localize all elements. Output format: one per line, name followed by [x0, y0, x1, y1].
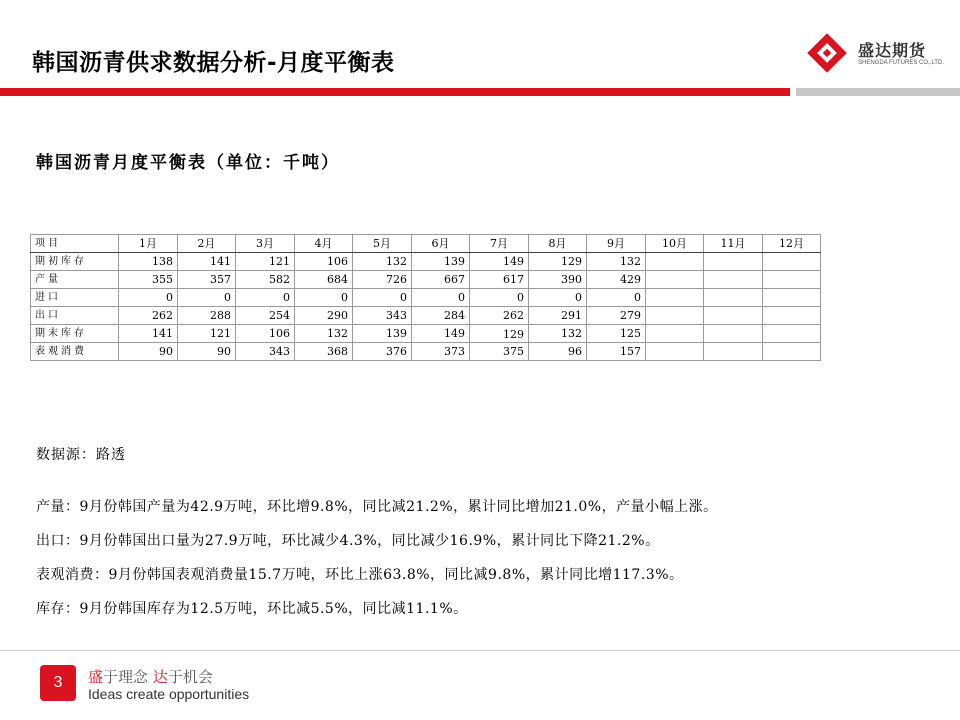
table-cell: 726	[353, 271, 412, 289]
table-header-row	[31, 235, 821, 253]
table-cell	[763, 271, 821, 289]
row-label: 表观消费	[31, 343, 119, 361]
logo-english-name: SHENGDA FUTURES CO.,LTD.	[858, 60, 944, 66]
table-cell: 139	[353, 325, 412, 343]
table-cell: 375	[470, 343, 529, 361]
table-cell: 376	[353, 343, 412, 361]
table-cell: 129	[470, 325, 529, 343]
row-label: 出口	[31, 307, 119, 325]
table-cell	[646, 307, 704, 325]
column-header: 12月	[763, 235, 821, 253]
table-cell: 343	[236, 343, 295, 361]
table-cell	[646, 271, 704, 289]
header-divider-red	[0, 88, 790, 96]
slogan-part: 达	[152, 668, 168, 686]
slogan-chinese	[88, 666, 213, 687]
table-cell: 429	[587, 271, 646, 289]
table-row	[31, 289, 821, 307]
column-header: 10月	[646, 235, 704, 253]
footer-divider	[0, 650, 960, 651]
table-row	[31, 325, 821, 343]
table-cell	[763, 343, 821, 361]
table-cell: 141	[178, 253, 236, 271]
table-cell: 284	[412, 307, 470, 325]
column-header: 5月	[353, 235, 412, 253]
table-cell	[704, 325, 763, 343]
row-label: 期末库存	[31, 325, 119, 343]
table-cell: 125	[587, 325, 646, 343]
consumption-note: 表观消费：9月份韩国表观消费量15.7万吨，环比上涨63.8%，同比减9.8%，累计同比增117.3%。	[36, 567, 684, 583]
table-cell	[646, 253, 704, 271]
page-title: 韩国沥青供求数据分析-月度平衡表	[32, 50, 395, 76]
table-cell: 121	[178, 325, 236, 343]
analysis-notes	[36, 496, 718, 632]
table-cell: 0	[529, 289, 587, 307]
table-cell: 0	[353, 289, 412, 307]
table-cell: 129	[529, 253, 587, 271]
row-label: 期初库存	[31, 253, 119, 271]
table-cell	[763, 307, 821, 325]
slogan-part: 盛	[88, 668, 104, 686]
table-title: 韩国沥青月度平衡表（单位：千吨）	[36, 153, 340, 173]
table-cell: 279	[587, 307, 646, 325]
table-cell: 121	[236, 253, 295, 271]
production-note: 产量：9月份韩国产量为42.9万吨，环比增9.8%，同比减21.2%，累计同比增加21.0%，产量小幅上涨。	[36, 499, 718, 515]
table-cell	[763, 325, 821, 343]
column-header: 11月	[704, 235, 763, 253]
table-cell: 0	[295, 289, 353, 307]
table-cell: 357	[178, 271, 236, 289]
table-cell: 390	[529, 271, 587, 289]
table-row	[31, 253, 821, 271]
table-cell	[646, 325, 704, 343]
inventory-note: 库存：9月份韩国库存为12.5万吨，环比减5.5%，同比减11.1%。	[36, 601, 468, 617]
table-cell	[646, 343, 704, 361]
table-cell: 262	[470, 307, 529, 325]
table-cell: 291	[529, 307, 587, 325]
table-cell: 373	[412, 343, 470, 361]
table-cell	[646, 289, 704, 307]
table-cell: 138	[119, 253, 178, 271]
row-label: 产量	[31, 271, 119, 289]
table-cell: 0	[119, 289, 178, 307]
row-label: 进口	[31, 289, 119, 307]
table-cell: 149	[470, 253, 529, 271]
column-header: 7月	[470, 235, 529, 253]
table-cell: 0	[236, 289, 295, 307]
column-header: 8月	[529, 235, 587, 253]
table-cell: 355	[119, 271, 178, 289]
table-cell: 132	[529, 325, 587, 343]
table-cell: 149	[412, 325, 470, 343]
shengda-logo-icon	[804, 30, 850, 76]
table-cell: 132	[295, 325, 353, 343]
table-cell: 262	[119, 307, 178, 325]
table-cell: 96	[529, 343, 587, 361]
table-cell: 139	[412, 253, 470, 271]
table-cell: 0	[412, 289, 470, 307]
table-cell	[763, 289, 821, 307]
table-cell: 582	[236, 271, 295, 289]
table-cell: 368	[295, 343, 353, 361]
table-cell: 141	[119, 325, 178, 343]
column-header: 1月	[119, 235, 178, 253]
table-cell: 617	[470, 271, 529, 289]
table-cell: 343	[353, 307, 412, 325]
column-header: 6月	[412, 235, 470, 253]
column-header: 3月	[236, 235, 295, 253]
table-cell	[704, 289, 763, 307]
table-cell: 667	[412, 271, 470, 289]
table-cell: 106	[295, 253, 353, 271]
column-header: 4月	[295, 235, 353, 253]
table-cell: 254	[236, 307, 295, 325]
column-header: 项目	[31, 235, 119, 253]
table-cell: 290	[295, 307, 353, 325]
export-note: 出口：9月份韩国出口量为27.9万吨，环比减少4.3%，同比减少16.9%，累计同比下降21.2%。	[36, 533, 660, 549]
slogan-part: 于机会	[167, 668, 213, 686]
table-cell	[763, 253, 821, 271]
table-cell: 288	[178, 307, 236, 325]
slogan-part: 于理念	[103, 668, 153, 686]
table-cell	[704, 307, 763, 325]
slogan-english: Ideas create opportunities	[88, 686, 250, 702]
table-cell: 132	[353, 253, 412, 271]
table-cell: 0	[470, 289, 529, 307]
table-cell: 157	[587, 343, 646, 361]
table-cell: 0	[587, 289, 646, 307]
table-cell: 0	[178, 289, 236, 307]
column-header: 9月	[587, 235, 646, 253]
table-cell: 132	[587, 253, 646, 271]
page-number: 3	[40, 665, 76, 701]
table-cell: 684	[295, 271, 353, 289]
table-row	[31, 307, 821, 325]
table-cell	[704, 343, 763, 361]
company-logo	[804, 30, 950, 80]
table-cell	[704, 271, 763, 289]
table-row	[31, 343, 821, 361]
table-cell: 106	[236, 325, 295, 343]
table-cell: 90	[178, 343, 236, 361]
table-row	[31, 271, 821, 289]
logo-chinese-name: 盛达期货	[858, 41, 927, 60]
table-cell	[704, 253, 763, 271]
data-source-note: 数据源：路透	[36, 447, 126, 463]
monthly-balance-table	[30, 234, 821, 361]
table-cell: 90	[119, 343, 178, 361]
column-header: 2月	[178, 235, 236, 253]
header-divider-gray	[796, 88, 960, 96]
